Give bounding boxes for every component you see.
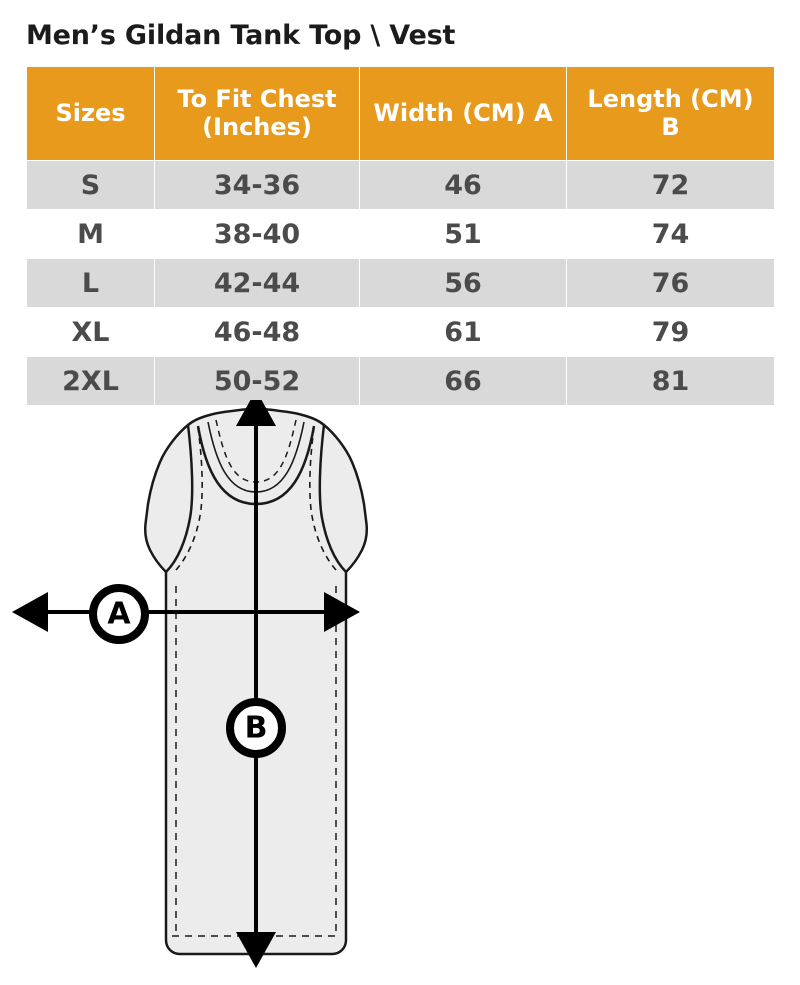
cell-chest: 42-44	[155, 259, 360, 308]
cell-length: 74	[567, 210, 775, 259]
garment-diagram	[0, 400, 800, 985]
measure-label-b-text: B	[244, 710, 268, 746]
column-header-length	[567, 67, 775, 161]
table-body	[27, 161, 775, 406]
cell-width: 66	[360, 357, 567, 406]
column-header-length-line1: Length (CM)	[587, 84, 754, 113]
cell-width: 56	[360, 259, 567, 308]
cell-length: 79	[567, 308, 775, 357]
column-header-sizes: Sizes	[27, 67, 155, 161]
table-row	[27, 210, 775, 259]
table-header	[27, 67, 775, 161]
column-header-length-line2: B	[661, 112, 680, 141]
column-header-chest	[155, 67, 360, 161]
cell-width: 51	[360, 210, 567, 259]
cell-size: M	[27, 210, 155, 259]
measure-label-a	[93, 588, 145, 640]
cell-width: 46	[360, 161, 567, 210]
cell-chest: 34-36	[155, 161, 360, 210]
cell-size: S	[27, 161, 155, 210]
cell-length: 76	[567, 259, 775, 308]
cell-chest: 50-52	[155, 357, 360, 406]
size-table	[26, 66, 775, 406]
cell-chest: 46-48	[155, 308, 360, 357]
cell-length: 81	[567, 357, 775, 406]
measure-label-a-text: A	[107, 596, 131, 632]
table-row	[27, 259, 775, 308]
cell-size: XL	[27, 308, 155, 357]
measure-label-b	[230, 702, 282, 754]
column-header-chest-line1: To Fit Chest	[177, 84, 337, 113]
cell-size: 2XL	[27, 357, 155, 406]
cell-width: 61	[360, 308, 567, 357]
cell-length: 72	[567, 161, 775, 210]
table-row	[27, 308, 775, 357]
table-header-row	[27, 67, 775, 161]
page-title: Men’s Gildan Tank Top \ Vest	[26, 20, 456, 51]
table-row	[27, 161, 775, 210]
table-row	[27, 357, 775, 406]
column-header-chest-line2: (Inches)	[202, 112, 312, 141]
cell-size: L	[27, 259, 155, 308]
cell-chest: 38-40	[155, 210, 360, 259]
column-header-width: Width (CM) A	[360, 67, 567, 161]
